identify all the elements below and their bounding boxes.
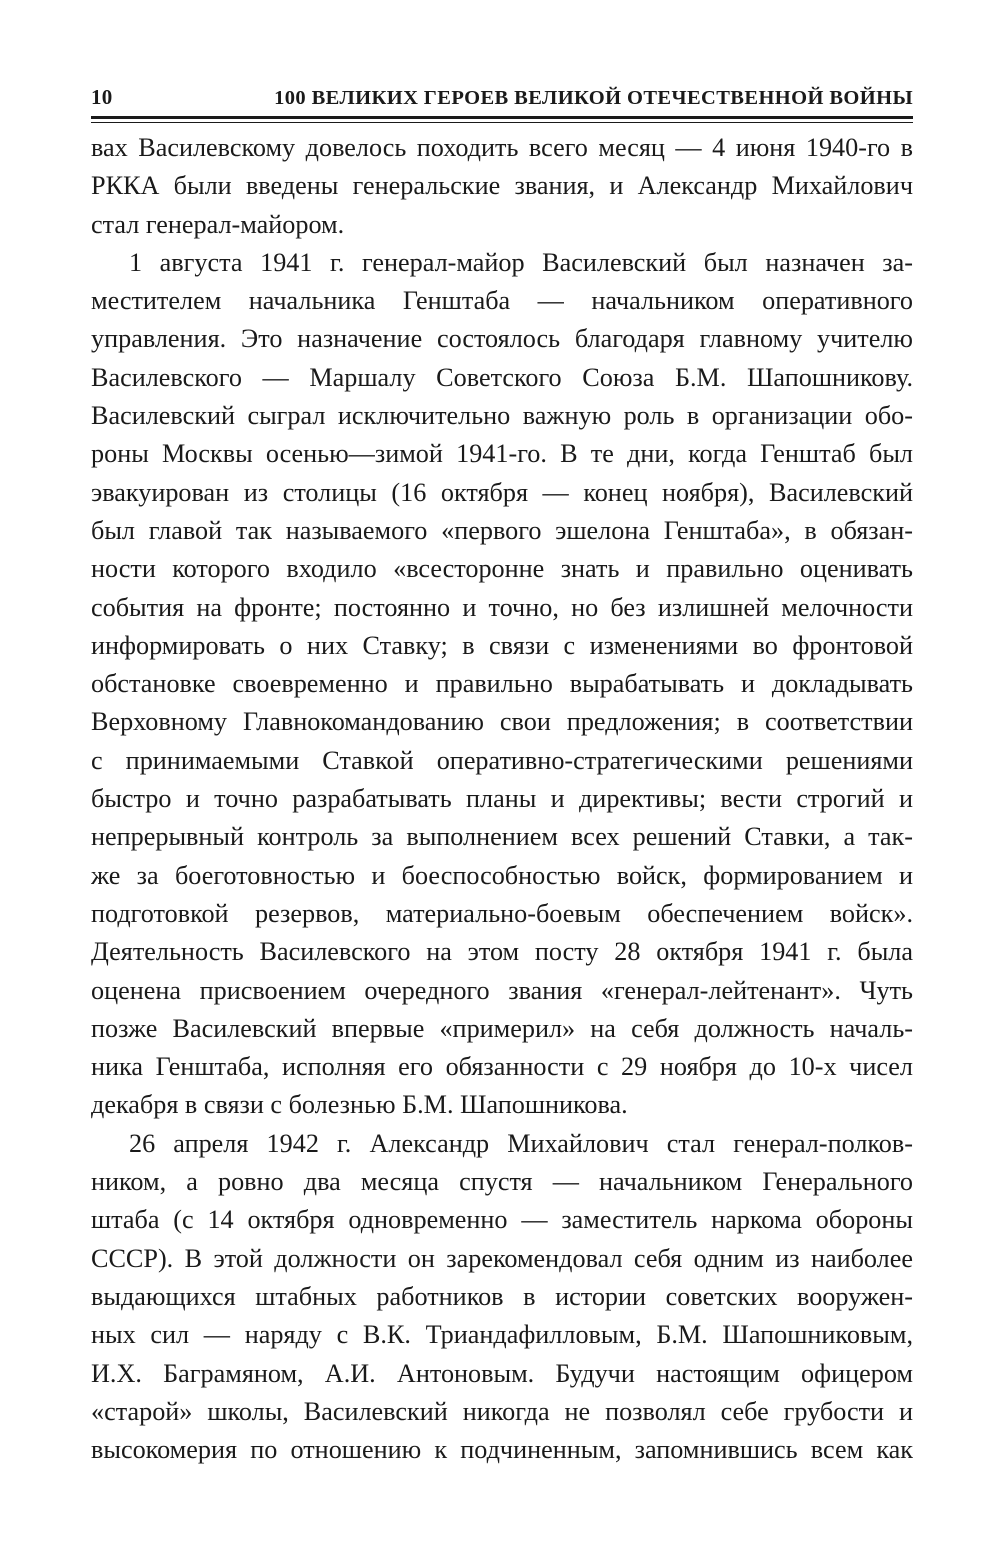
text-line: непрерывный контроль за выполнением всех решений Ставки, а так-	[91, 822, 913, 852]
text-line: 1 августа 1941 г. генерал-майор Василевский был назначен за-	[129, 247, 913, 277]
text-line: местителем начальника Генштаба — начальником оперативного	[91, 286, 913, 316]
text-line: И.Х. Баграмяном, А.И. Антоновым. Будучи настоящим офицером	[91, 1358, 913, 1388]
text-line: Василевский сыграл исключительно важную роль в организации обо-	[91, 401, 913, 431]
text-line: ника Генштаба, исполняя его обязанности с 29 ноября до 10-х чисел	[91, 1052, 913, 1082]
text-line: быстро и точно разрабатывать планы и директивы; вести строгий и	[91, 784, 913, 814]
text-line: роны Москвы осенью—зимой 1941-го. В те дни, когда Генштаб был	[91, 439, 913, 469]
text-line: высокомерия по отношению к подчиненным, запомнившись всем как	[91, 1435, 913, 1465]
header-rule-thin	[91, 122, 913, 123]
text-line: Деятельность Василевского на этом посту 28 октября 1941 г. была	[91, 937, 913, 967]
text-line: 26 апреля 1942 г. Александр Михайлович стал генерал-полков-	[129, 1128, 913, 1158]
text-line: позже Василевский впервые «примерил» на себя должность началь-	[91, 1013, 913, 1043]
text-line: штаба (с 14 октября одновременно — заместитель наркома обороны	[91, 1205, 913, 1235]
text-line: стал генерал-майором.	[91, 209, 345, 239]
text-line: Василевского — Маршалу Советского Союза Б.М. Шапошникову.	[91, 362, 913, 392]
text-line: ности которого входило «всесторонне знать и правильно оценивать	[91, 554, 913, 584]
text-line: обстановке своевременно и правильно вырабатывать и докладывать	[91, 669, 913, 699]
text-line: ных сил — наряду с В.К. Триандафилловым, Б.М. Шапошниковым,	[91, 1320, 913, 1350]
book-page	[91, 80, 913, 1469]
book-title: 100 ВЕЛИКИХ ГЕРОЕВ ВЕЛИКОЙ ОТЕЧЕСТВЕННОЙ ВОЙНЫ	[274, 87, 913, 109]
text-line: вах Василевскому довелось походить всего месяц — 4 июня 1940-го в	[91, 133, 913, 162]
text-line: события на фронте; постоянно и точно, но без излишней мелочности	[91, 592, 913, 622]
text-line: подготовкой резервов, материально-боевым обеспечением войск».	[91, 898, 913, 928]
text-line: оценена присвоением очередного звания «генерал-лейтенант». Чуть	[91, 975, 913, 1005]
text-line: информировать о них Ставку; в связи с изменениями во фронтовой	[91, 630, 913, 660]
text-line: ником, а ровно два месяца спустя — начальником Генерального	[91, 1167, 913, 1197]
paragraph	[91, 1125, 913, 1470]
paragraph	[91, 244, 913, 1125]
text-line: СССР). В этой должности он зарекомендовал себя одним из наиболее	[91, 1243, 913, 1273]
text-line: же за боеготовностью и боеспособностью войск, формированием и	[91, 860, 913, 890]
paragraph	[91, 129, 913, 244]
text-line: «старой» школы, Василевский никогда не позволял себе грубости и	[91, 1396, 913, 1426]
header-rule-thick	[91, 116, 913, 119]
running-header	[91, 80, 913, 114]
text-line: РККА были введены генеральские звания, и Александр Михайлович	[91, 171, 913, 201]
text-line: выдающихся штабных работников в истории советских вооружен-	[91, 1281, 913, 1311]
text-line: декабря в связи с болезнью Б.М. Шапошникова.	[91, 1090, 628, 1120]
body-text	[91, 129, 913, 1469]
text-line: управления. Это назначение состоялось благодаря главному учителю	[91, 324, 913, 354]
page-number: 10	[91, 85, 113, 109]
text-line: Верховному Главнокомандованию свои предложения; в соответствии	[91, 707, 913, 737]
text-line: был главой так называемого «первого эшелона Генштаба», в обязан-	[91, 515, 913, 545]
text-line: с принимаемыми Ставкой оперативно-стратегическими решениями	[91, 745, 913, 775]
text-line: эвакуирован из столицы (16 октября — конец ноября), Василевский	[91, 477, 913, 507]
